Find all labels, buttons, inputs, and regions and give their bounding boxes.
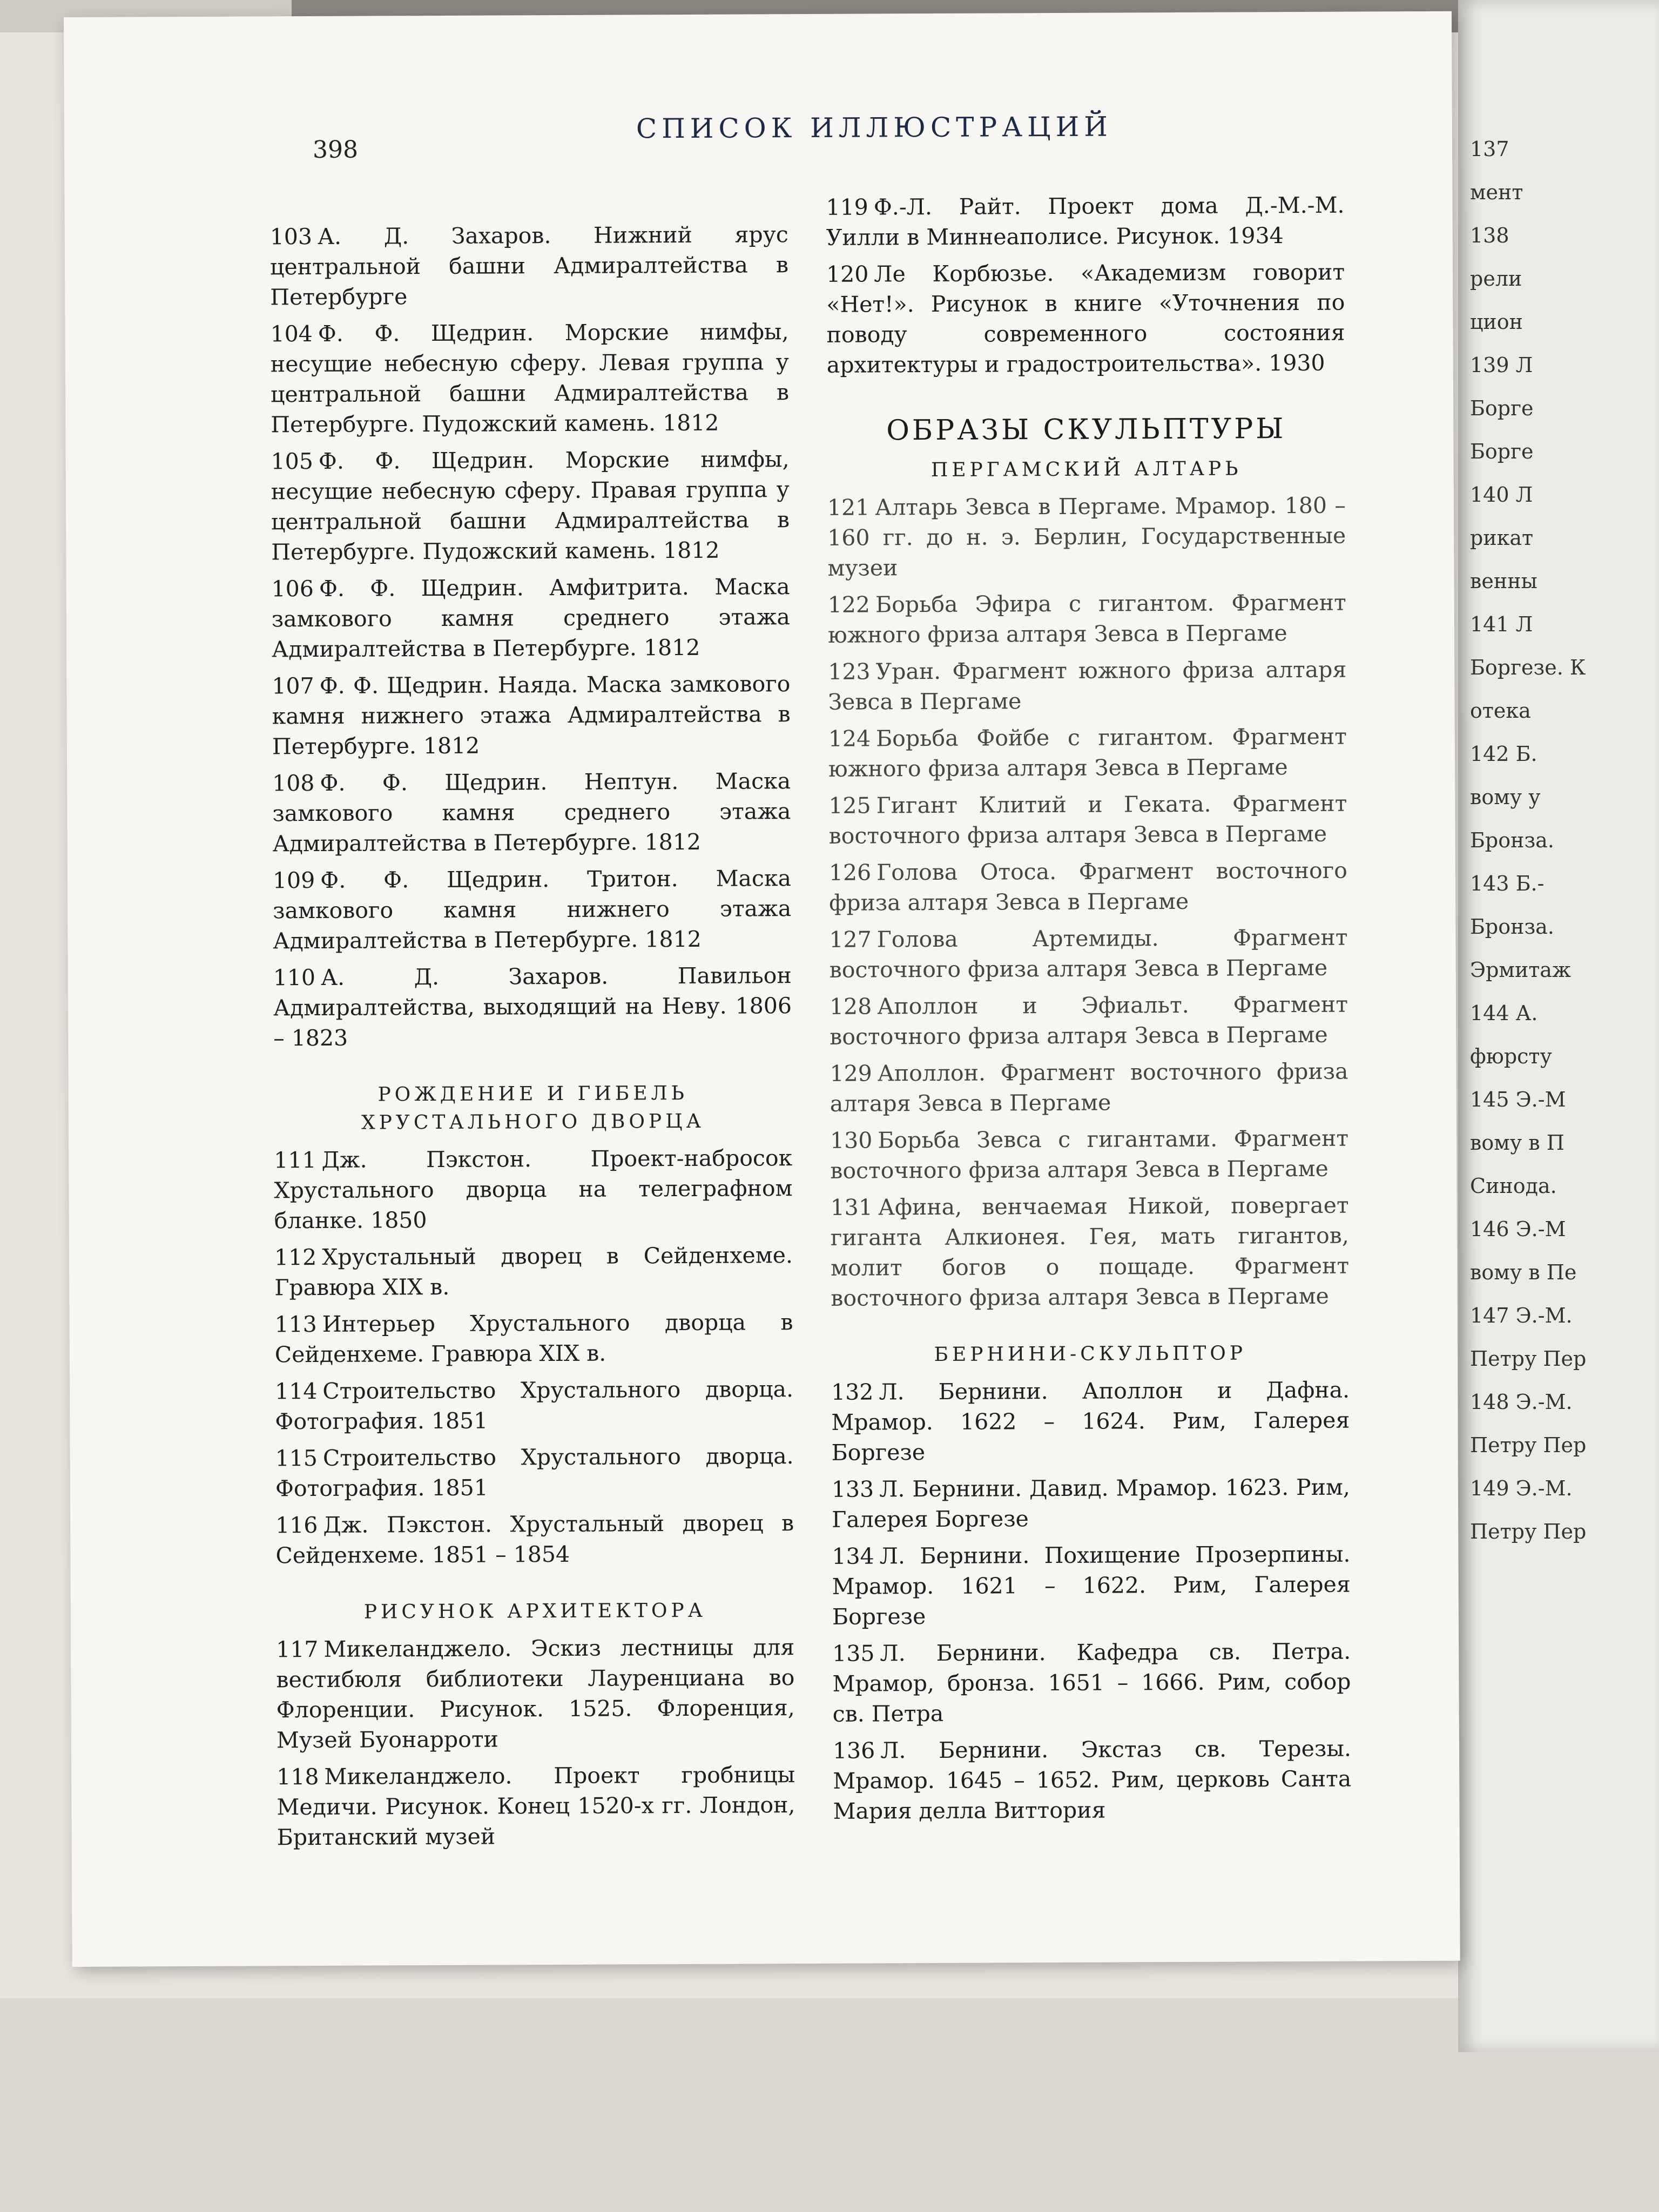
facing-page-fragment: 140 Л <box>1470 483 1533 507</box>
section-title-pergamon: ПЕРГАМСКИЙ АЛТАРЬ <box>930 457 1242 482</box>
illustration-entry <box>274 1307 793 1370</box>
illustration-entry <box>830 1123 1348 1186</box>
entry-text: Дж. Пэкстон. Хрустальный дворец в Сейденхеме. 1851 – 1854 <box>275 1510 794 1569</box>
running-title: СПИСОК ИЛЛЮСТРАЦИЙ <box>636 111 1112 145</box>
entries-crystal-palace <box>274 1143 794 1570</box>
illustration-entry <box>274 1143 793 1236</box>
facing-page-fragment: 145 Э.-М <box>1470 1088 1566 1111</box>
entry-text: Аполлон. Фрагмент восточного фриза алтаря Зевса в Пергаме <box>830 1058 1348 1117</box>
book-page <box>64 11 1460 1967</box>
illustration-entry <box>275 1374 793 1437</box>
entry-number: 122 <box>827 591 871 618</box>
entry-number: 133 <box>831 1476 874 1502</box>
entry-text: Л. Бернини. Аполлон и Дафна. Мрамор. 1622 – 1624. Рим, Галерея Боргезе <box>831 1377 1350 1466</box>
entry-number: 112 <box>274 1244 317 1271</box>
entry-text: Голова Отоса. Фрагмент восточного фриза алтаря Зевса в Пергаме <box>829 857 1348 916</box>
facing-page-fragment: венны <box>1470 569 1537 593</box>
illustration-entry <box>276 1632 795 1755</box>
illustration-entry <box>272 669 791 761</box>
entry-text: Микеланджело. Проект гробницы Медичи. Рисунок. Конец 1520-х гг. Лондон, Британский музей <box>276 1762 795 1851</box>
section-title-line: ХРУСТАЛЬНОГО ДВОРЦА <box>361 1110 705 1134</box>
illustration-entry <box>828 788 1347 851</box>
facing-page-fragment: мент <box>1470 180 1523 204</box>
entry-number: 104 <box>270 320 313 347</box>
facing-page-fragment: Бронза. <box>1470 828 1554 852</box>
entry-number: 136 <box>832 1737 875 1764</box>
entries-bernini <box>831 1375 1352 1826</box>
entry-text: Ле Корбюзье. «Академизм говорит «Нет!». Рисунок в книге «Уточнения по поводу современного состояния архитектуры и градостроительства». 1930 <box>826 259 1345 378</box>
facing-page-fragment: 149 Э.-М. <box>1470 1476 1573 1500</box>
facing-page-fragment: 147 Э.-М. <box>1470 1304 1573 1327</box>
facing-page-fragment: 142 Б. <box>1470 742 1537 766</box>
facing-page-fragment: 146 Э.-М <box>1470 1217 1566 1241</box>
facing-page-fragment: рели <box>1470 267 1522 291</box>
facing-page-fragment: Петру Пер <box>1470 1520 1587 1543</box>
illustration-entry <box>273 863 792 956</box>
illustration-entry <box>832 1472 1350 1535</box>
facing-page-fragment: 148 Э.-М. <box>1470 1390 1573 1414</box>
entry-text: Борьба Фойбе с гигантом. Фрагмент южного фриза алтаря Зевса в Пергаме <box>828 723 1347 782</box>
entry-number: 119 <box>826 194 868 220</box>
illustration-entry <box>827 490 1346 583</box>
facing-page-fragment: 137 <box>1470 137 1509 161</box>
entry-number: 117 <box>276 1636 319 1663</box>
illustration-entry <box>273 960 792 1053</box>
entry-text: Микеланджело. Эскиз лестницы для вестибюля библиотеки Лауренциана во Флоренции. Рисунок. 1525. Флоренция, Музей Буонарроти <box>276 1634 795 1754</box>
entry-text: Хрустальный дворец в Сейденхеме. Гравюра XIX в. <box>274 1242 793 1301</box>
entries-drawings <box>826 190 1345 380</box>
facing-page-fragment: вому у <box>1470 785 1541 809</box>
illustration-entry <box>829 855 1347 918</box>
entries-admiralty <box>270 219 792 1053</box>
illustration-entry <box>826 257 1345 380</box>
right-column <box>826 190 1351 1833</box>
entry-text: Интерьер Хрустального дворца в Сейденхеме. Гравюра XIX в. <box>274 1309 793 1368</box>
entry-number: 110 <box>273 964 316 991</box>
page-number: 398 <box>312 136 359 164</box>
entry-number: 116 <box>275 1512 318 1539</box>
illustration-entry <box>275 1508 794 1570</box>
section-title-crystal-palace <box>274 1079 792 1137</box>
entry-text: Ф. Ф. Щедрин. Тритон. Маска замкового камня нижнего этажа Адмиралтейства в Петербурге. 1812 <box>273 865 792 954</box>
entry-number: 126 <box>828 859 872 886</box>
illustration-entry <box>833 1734 1352 1826</box>
part-title-sculpture: ОБРАЗЫ СКУЛЬПТУРЫ <box>886 413 1286 447</box>
entry-text: Строительство Хрустального дворца. Фотография. 1851 <box>275 1443 794 1502</box>
illustration-entry <box>271 571 790 664</box>
entry-number: 109 <box>272 867 315 894</box>
facing-page-fragment: Боргезе. К <box>1470 656 1586 679</box>
entry-text: Л. Бернини. Похищение Прозерпины. Мрамор. 1621 – 1622. Рим, Галерея Боргезе <box>832 1541 1351 1630</box>
entry-number: 106 <box>271 575 314 602</box>
entry-number: 124 <box>828 725 871 752</box>
entry-text: Дж. Пэкстон. Проект-набросок Хрустального дворца на телеграфном бланке. 1850 <box>274 1145 793 1234</box>
facing-page-fragment: отека <box>1470 699 1531 723</box>
entry-text: Ф. Ф. Щедрин. Морские нимфы, несущие небесную сферу. Левая группа у центральной башни Адмиралтейства в Петербурге. Пудожский камень. 1812 <box>270 319 790 438</box>
entry-text: Алтарь Зевса в Пергаме. Мрамор. 180 – 160 гг. до н. э. Берлин, Государственные музеи <box>827 492 1346 581</box>
illustration-entry <box>270 219 789 312</box>
illustration-entry <box>275 1441 794 1503</box>
illustration-entry <box>830 1056 1348 1119</box>
facing-page-fragment: 139 Л <box>1470 353 1533 377</box>
illustration-entry <box>832 1539 1351 1632</box>
left-column <box>270 219 795 1859</box>
entry-number: 123 <box>828 658 871 685</box>
illustration-entry <box>828 655 1346 717</box>
facing-page-fragment: 141 Л <box>1470 612 1533 636</box>
facing-page-fragment: цион <box>1470 310 1523 334</box>
entry-number: 103 <box>269 223 313 250</box>
entry-text: Уран. Фрагмент южного фриза алтаря Зевса в Пергаме <box>828 656 1347 715</box>
section-title-line: РОЖДЕНИЕ И ГИБЕЛЬ <box>377 1082 688 1106</box>
facing-page-fragment: Бронза. <box>1470 915 1554 939</box>
facing-page-fragment: 138 <box>1470 224 1509 247</box>
facing-page-fragment: Петру Пер <box>1470 1433 1587 1457</box>
entry-number: 128 <box>829 993 872 1020</box>
illustration-entry <box>830 989 1348 1052</box>
facing-page-fragment: Борге <box>1470 396 1534 420</box>
entries-pergamon <box>827 490 1350 1313</box>
illustration-entry <box>271 444 790 567</box>
facing-page-fragment: рикат <box>1470 526 1534 550</box>
entry-number: 134 <box>832 1543 874 1569</box>
illustration-entry <box>276 1759 795 1852</box>
entry-number: 120 <box>826 261 869 287</box>
entry-text: Борьба Зевса с гигантами. Фрагмент восточного фриза алтаря Зевса в Пергаме <box>830 1125 1349 1184</box>
entry-text: Ф. Ф. Щедрин. Наяда. Маска замкового камня нижнего этажа Адмиралтейства в Петербурге. 1812 <box>272 671 791 760</box>
entry-text: Л. Бернини. Давид. Мрамор. 1623. Рим, Галерея Боргезе <box>832 1474 1351 1533</box>
entry-text: Л. Бернини. Кафедра св. Петра. Мрамор, бронза. 1651 – 1666. Рим, собор св. Петра <box>832 1638 1351 1727</box>
illustration-entry <box>832 1636 1351 1729</box>
illustration-entry <box>274 1240 793 1303</box>
entry-number: 118 <box>276 1763 319 1790</box>
entry-text: Афина, венчаемая Никой, повергает гиганта Алкионея. Гея, мать гигантов, молит богов о пощаде. Фрагмент восточного фриза алтаря Зевса в Пергаме <box>830 1192 1350 1311</box>
illustration-entry <box>272 766 791 859</box>
illustration-entry <box>826 190 1344 253</box>
facing-page-fragment: фюрсту <box>1470 1044 1552 1068</box>
entry-text: Л. Бернини. Экстаз св. Терезы. Мрамор. 1645 – 1652. Рим, церковь Санта Мария делла Виттория <box>833 1735 1352 1824</box>
entry-text: Ф. Ф. Щедрин. Морские нимфы, несущие небесную сферу. Правая группа у центральной башни Адмиралтейства в Петербурге. Пудожский камень. 1812 <box>271 446 790 565</box>
entry-number: 105 <box>271 448 313 475</box>
illustration-entry <box>270 316 789 440</box>
entry-text: Голова Артемиды. Фрагмент восточного фриза алтаря Зевса в Пергаме <box>829 924 1348 983</box>
section-title-architect-drawing: РИСУНОК АРХИТЕКТОРА <box>363 1599 707 1623</box>
entry-text: Ф. Ф. Щедрин. Амфитрита. Маска замкового камня среднего этажа Адмиралтейства в Петербурге. 1812 <box>271 574 790 663</box>
entry-number: 108 <box>272 770 315 797</box>
entry-text: Гигант Клитий и Геката. Фрагмент восточного фриза алтаря Зевса в Пергаме <box>828 790 1347 849</box>
section-title-bernini: БЕРНИНИ-СКУЛЬПТОР <box>934 1342 1247 1366</box>
background-table-surface <box>0 1998 1659 2212</box>
facing-page-fragment: 143 Б.- <box>1470 872 1545 895</box>
illustration-entry <box>831 1375 1350 1468</box>
entry-number: 113 <box>274 1311 317 1338</box>
entry-number: 135 <box>832 1640 875 1667</box>
facing-page <box>1458 0 1659 2052</box>
facing-page-fragment: вому в П <box>1470 1131 1564 1155</box>
entries-architect-drawing <box>276 1632 795 1852</box>
illustration-entry <box>831 1190 1350 1313</box>
entry-number: 114 <box>275 1378 318 1405</box>
illustration-entry <box>828 588 1346 650</box>
entry-text: Строительство Хрустального дворца. Фотография. 1851 <box>275 1376 794 1435</box>
facing-page-fragment: Синода. <box>1470 1174 1557 1198</box>
facing-page-fragment: Петру Пер <box>1470 1347 1587 1371</box>
illustration-entry <box>829 922 1347 985</box>
entry-number: 130 <box>830 1127 873 1154</box>
entry-text: А. Д. Захаров. Нижний ярус центральной башни Адмиралтейства в Петербурге <box>269 221 789 311</box>
illustration-entry <box>828 721 1347 784</box>
entry-text: А. Д. Захаров. Павильон Адмиралтейства, выходящий на Неву. 1806 – 1823 <box>273 962 792 1051</box>
facing-page-fragment: 144 А. <box>1470 1001 1538 1025</box>
entry-number: 127 <box>829 926 872 953</box>
entry-text: Аполлон и Эфиальт. Фрагмент восточного фриза алтаря Зевса в Пергаме <box>830 991 1348 1050</box>
entry-number: 107 <box>272 672 314 699</box>
entry-text: Борьба Эфира с гигантом. Фрагмент южного фриза алтаря Зевса в Пергаме <box>827 589 1346 648</box>
entry-text: Ф.-Л. Райт. Проект дома Д.-М.-М. Уилли в Миннеаполисе. Рисунок. 1934 <box>826 192 1345 251</box>
facing-page-fragment: вому в Пе <box>1470 1260 1577 1284</box>
facing-page-fragment: Эрмитаж <box>1470 958 1571 982</box>
entry-number: 125 <box>828 792 871 819</box>
entry-number: 115 <box>275 1445 318 1472</box>
entry-number: 129 <box>830 1060 872 1087</box>
entry-number: 131 <box>830 1194 873 1220</box>
entry-text: Ф. Ф. Щедрин. Нептун. Маска замкового камня среднего этажа Адмиралтейства в Петербурге. 1812 <box>272 768 791 857</box>
entry-number: 111 <box>274 1147 316 1174</box>
entry-number: 132 <box>831 1379 874 1405</box>
facing-page-fragment: Борге <box>1470 440 1534 463</box>
entry-number: 121 <box>827 494 870 521</box>
